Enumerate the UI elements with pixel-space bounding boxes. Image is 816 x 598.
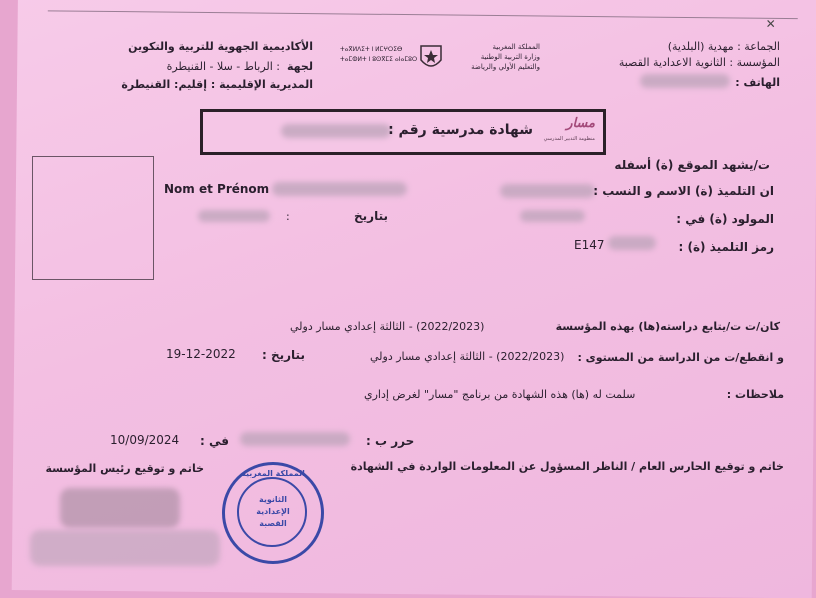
born-label: المولود (ة) في : xyxy=(676,212,774,226)
close-mark: ✕ xyxy=(765,16,776,31)
massar-logo-subtitle: منظومة التدبير المدرسي xyxy=(543,136,595,142)
name-fr-redaction xyxy=(272,182,407,196)
commune-line: الجماعة : مهدية (البلدية) xyxy=(667,40,780,53)
left-value: (2022/2023) - الثالثة إعدادي مسار دولي xyxy=(370,350,565,363)
left-date-label: بتاريخ : xyxy=(262,348,305,362)
done-at-label: حرر ب : xyxy=(366,434,415,448)
etablissement-line: المؤسسة : الثانوية الاعدادية القصبة xyxy=(618,56,780,69)
birthplace-redaction xyxy=(520,210,585,222)
seal-middle-3: القصبة xyxy=(259,519,287,528)
left-label: و انقطع/ت من الدراسة من المستوى : xyxy=(577,351,784,364)
student-code-redaction xyxy=(608,236,656,250)
birth-date-colon: : xyxy=(286,210,290,223)
massar-logo: مسار xyxy=(566,116,595,131)
region-label: لجهة xyxy=(287,60,313,73)
direction-line: المديرية الإقليمية : إقليم: القنيطرة xyxy=(121,78,313,91)
name-ar-label: ان التلميذ (ة) الاسم و النسب : xyxy=(593,184,774,198)
kingdom-tifinagh: ⵜⴰⴳⵍⴷⵉⵜ ⵏ ⵍⵎⵖⵔⵉⴱ xyxy=(340,46,403,53)
director-label: خاتم و توقيع رئيس المؤسسة xyxy=(45,462,204,475)
phone-redaction xyxy=(640,74,730,88)
top-divider xyxy=(48,10,798,19)
ministry-tifinagh: ⵜⴰⵎⵀⵍⵜ ⵏ ⵓⵙⴳⵎⵉ ⴰⵏⴰⵎⵓⵔ xyxy=(340,56,418,63)
photo-placeholder xyxy=(32,156,154,280)
ministry-ar-2: والتعليم الأولي والرياضة xyxy=(471,63,540,71)
signature-redaction xyxy=(60,488,180,528)
done-on-value: 10/09/2024 xyxy=(110,433,180,447)
done-on-label: في : xyxy=(200,434,229,448)
signature-line: خاتم و توقيع الحارس العام / الناظر المسؤول عن المعلومات الواردة في الشهادة xyxy=(350,460,784,473)
director-signature-redaction xyxy=(30,530,220,566)
seal-middle-1: الثانوية xyxy=(259,495,287,504)
code-label: رمز التلميذ (ة) : xyxy=(678,240,774,254)
birth-date-redaction xyxy=(198,210,270,222)
intro-line: ت/يشهد الموقع (ة) أسفله xyxy=(614,158,770,172)
studying-value: (2022/2023) - الثالثة إعدادي مسار دولي xyxy=(290,320,485,333)
phone-label: الهاتف : xyxy=(735,76,780,89)
seal-top-text: المملكة المغربية xyxy=(241,469,305,478)
region-value: : الرباط - سلا - القنيطرة xyxy=(166,60,280,73)
notes-value: سلمت له (ها) هذه الشهادة من برنامج "مسار" لغرض إداري xyxy=(364,388,636,401)
notes-label: ملاحظات : xyxy=(726,388,784,401)
certificate-title-box xyxy=(200,109,606,155)
kingdom-ar: المملكة المغربية xyxy=(492,43,540,51)
done-place-redaction xyxy=(240,432,350,446)
birth-date-label: بتاريخ xyxy=(354,209,388,223)
ministry-ar-1: وزارة التربية الوطنية xyxy=(480,53,540,61)
official-seal xyxy=(222,462,324,564)
name-ar-redaction xyxy=(500,184,595,198)
certificate-title: شهادة مدرسية رقم : xyxy=(388,122,533,138)
ministry-logo xyxy=(340,40,540,88)
left-date-value: 19-12-2022 xyxy=(166,347,236,361)
student-code: E147 xyxy=(574,238,605,252)
coat-of-arms-icon xyxy=(418,42,444,72)
academy-line: الأكاديمية الجهوية للتربية والتكوين xyxy=(128,40,313,53)
certificate-number-redaction xyxy=(281,124,391,138)
studying-label: كان/ت ت/يتابع دراسته(ها) بهذه المؤسسة xyxy=(555,320,780,333)
seal-middle-2: الإعدادية xyxy=(256,507,290,516)
name-fr-label: Nom et Prénom xyxy=(164,182,270,196)
